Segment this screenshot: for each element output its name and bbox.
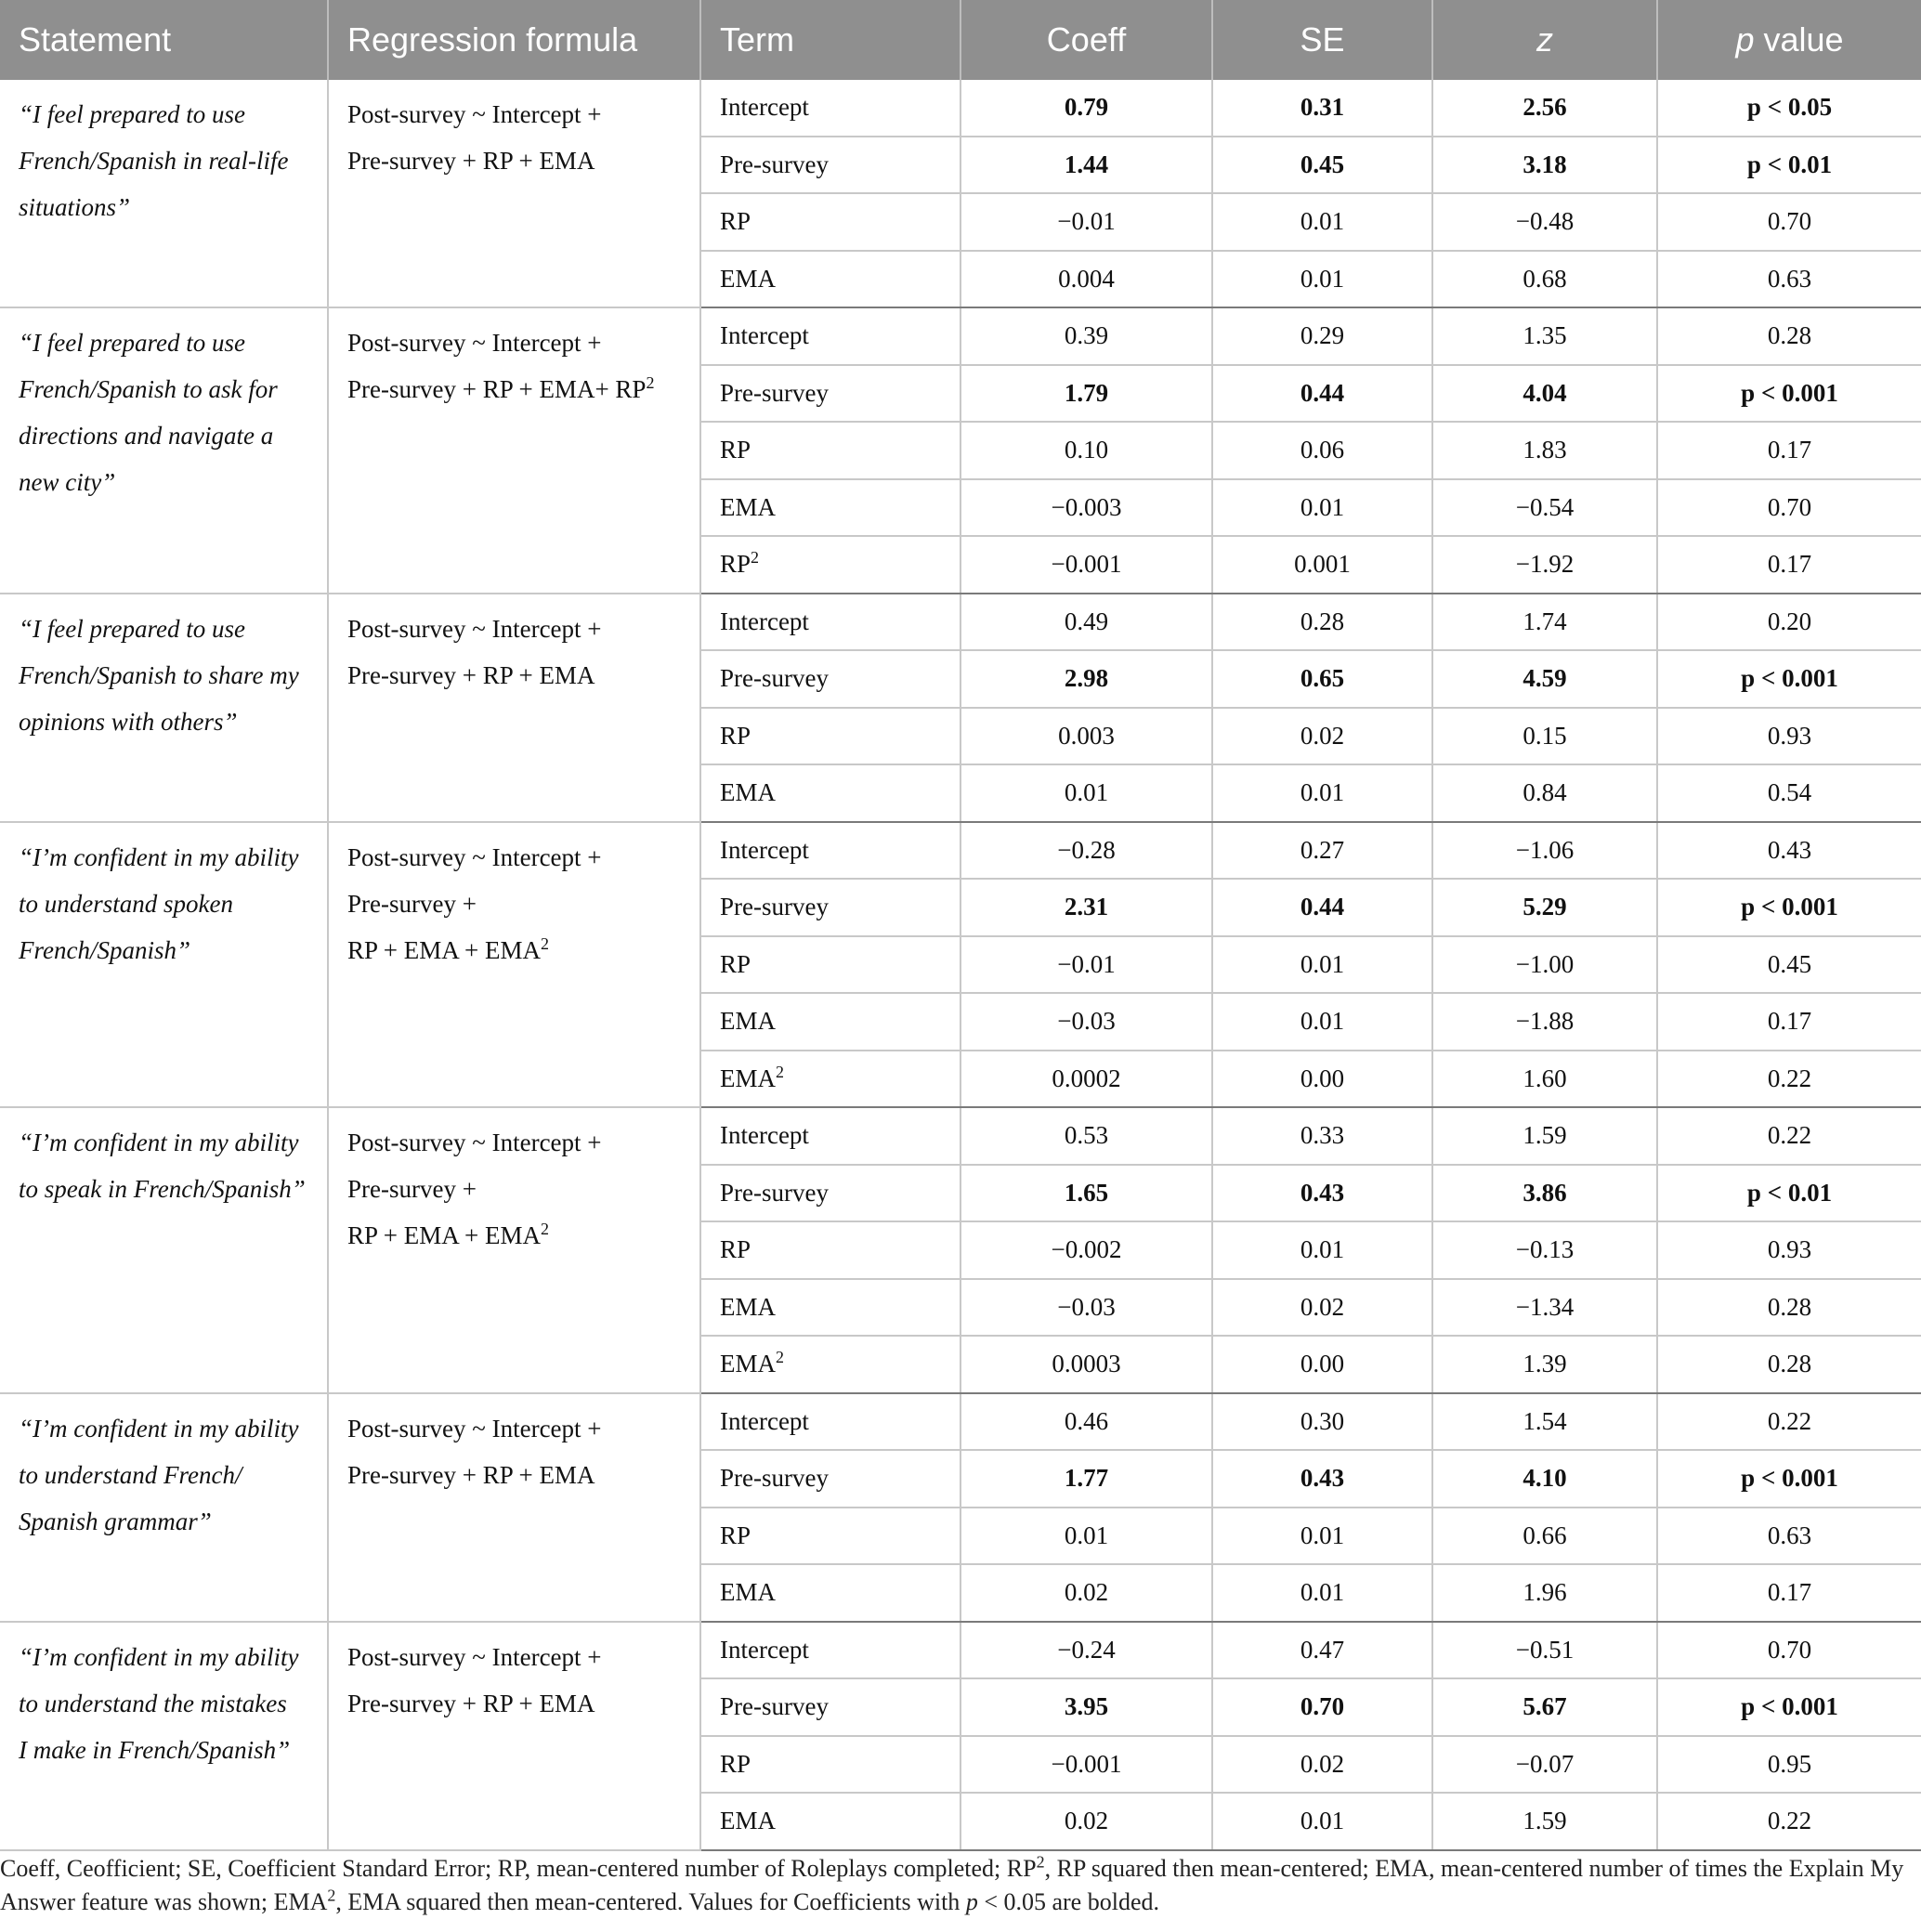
term-text: RP [720,1749,751,1778]
formula-superscript: 2 [540,933,549,953]
p-cell: 0.93 [1657,1221,1921,1279]
table-row [0,1622,1921,1679]
formula-cell [328,1107,700,1393]
header-p-italic: p [1735,20,1755,59]
z-cell: 1.96 [1432,1564,1657,1622]
term-cell [700,1051,960,1108]
coeff-cell: 0.53 [960,1107,1212,1165]
z-cell: 2.56 [1432,80,1657,137]
term-text: RP [720,207,751,236]
formula-line [347,1212,688,1259]
coeff-cell: 0.003 [960,708,1212,765]
formula-line [347,320,688,366]
p-cell: 0.28 [1657,307,1921,365]
z-cell: 1.35 [1432,307,1657,365]
z-cell: 1.54 [1432,1393,1657,1451]
term-cell [700,193,960,251]
table-row [0,1107,1921,1165]
coeff-cell: −0.01 [960,936,1212,994]
p-cell: p < 0.01 [1657,137,1921,194]
term-text: Pre-survey [720,150,829,178]
p-cell: 0.22 [1657,1107,1921,1165]
term-cell [700,708,960,765]
coeff-cell: 0.01 [960,1508,1212,1565]
term-cell [700,1279,960,1337]
term-cell [700,879,960,936]
se-cell: 0.29 [1212,307,1432,365]
footnote-text: , RP squared then mean-centered; EMA, mean-centered number of times the Explain My Answer feature was shown; EMA [0,1855,1904,1915]
p-cell: p < 0.05 [1657,80,1921,137]
se-cell: 0.65 [1212,650,1432,708]
header-se: SE [1212,0,1432,80]
coeff-cell: 3.95 [960,1678,1212,1736]
coeff-cell: −0.03 [960,993,1212,1051]
footnote-superscript: 2 [1036,1852,1045,1872]
p-cell: p < 0.001 [1657,650,1921,708]
coeff-cell: 0.0003 [960,1336,1212,1393]
table-row [0,822,1921,880]
term-text: Pre-survey [720,1178,829,1207]
term-cell [700,1165,960,1222]
statement-line: French/Spanish in real-life [19,147,289,175]
term-text: RP [720,949,751,978]
formula-cell [328,594,700,822]
term-cell [700,1678,960,1736]
term-text: RP [720,721,751,750]
term-text: Pre-survey [720,1692,829,1721]
coeff-cell: 0.39 [960,307,1212,365]
se-cell: 0.00 [1212,1051,1432,1108]
header-p-value [1657,0,1921,80]
p-cell: 0.20 [1657,594,1921,651]
term-text: EMA [720,1350,776,1378]
se-cell: 0.01 [1212,251,1432,308]
term-cell [700,1393,960,1451]
formula-text: Pre-survey + RP + EMA [347,660,595,689]
p-cell: 0.22 [1657,1051,1921,1108]
header-coeff: Coeff [960,0,1212,80]
statement-cell [0,307,328,594]
se-cell: 0.27 [1212,822,1432,880]
z-cell: 4.10 [1432,1450,1657,1508]
coeff-cell: 0.46 [960,1393,1212,1451]
formula-line [347,1634,688,1680]
header-p-rest: value [1754,20,1844,59]
se-cell: 0.00 [1212,1336,1432,1393]
coeff-cell: 2.31 [960,879,1212,936]
header-z-text: z [1536,20,1553,59]
coeff-cell: 0.02 [960,1793,1212,1850]
statement-line: French/Spanish to ask for [19,375,278,403]
se-cell: 0.01 [1212,764,1432,822]
coeff-cell: −0.24 [960,1622,1212,1679]
term-text: Pre-survey [720,664,829,693]
coeff-cell: −0.001 [960,536,1212,594]
statement-line: new city” [19,468,116,496]
header-formula: Regression formula [328,0,700,80]
p-cell: 0.28 [1657,1336,1921,1393]
term-superscript: 2 [776,1062,784,1081]
se-cell: 0.33 [1212,1107,1432,1165]
footnote-text: Coeff, Ceofficient; SE, Coefficient Standard Error; RP, mean-centered number of Roleplays completed; RP [0,1855,1037,1882]
se-cell: 0.28 [1212,594,1432,651]
term-text: EMA [720,1064,776,1092]
formula-cell [328,80,700,307]
se-cell: 0.01 [1212,193,1432,251]
term-cell [700,936,960,994]
p-cell: 0.45 [1657,936,1921,994]
statement-line: to understand French/ [19,1460,242,1489]
se-cell: 0.02 [1212,1279,1432,1337]
term-text: Pre-survey [720,893,829,921]
coeff-cell: 0.79 [960,80,1212,137]
coeff-cell: 1.44 [960,137,1212,194]
se-cell: 0.47 [1212,1622,1432,1679]
z-cell: 3.18 [1432,137,1657,194]
se-cell: 0.01 [1212,1564,1432,1622]
statement-line: “I’m confident in my ability [19,1129,299,1156]
term-text: EMA [720,1292,776,1321]
se-cell: 0.01 [1212,1793,1432,1850]
header-statement: Statement [0,0,328,80]
z-cell: −0.48 [1432,193,1657,251]
statement-line: “I’m confident in my ability [19,842,299,871]
formula-line [347,927,688,973]
table-row [0,1393,1921,1451]
p-cell: 0.43 [1657,822,1921,880]
p-cell: 0.70 [1657,1622,1921,1679]
coeff-cell: −0.01 [960,193,1212,251]
statement-line: “I’m confident in my ability [19,1414,299,1442]
statement-line: to understand spoken [19,889,233,918]
statement-line: to understand the mistakes [19,1689,287,1717]
p-cell: 0.54 [1657,764,1921,822]
term-cell [700,993,960,1051]
term-text: Intercept [720,607,809,635]
z-cell: −0.54 [1432,479,1657,537]
se-cell: 0.43 [1212,1450,1432,1508]
coeff-cell: −0.002 [960,1221,1212,1279]
z-cell: 0.15 [1432,708,1657,765]
term-text: EMA [720,1007,776,1036]
p-cell: 0.93 [1657,708,1921,765]
z-cell: −1.06 [1432,822,1657,880]
z-cell: −0.07 [1432,1736,1657,1794]
z-cell: 0.66 [1432,1508,1657,1565]
p-cell: 0.22 [1657,1793,1921,1850]
term-text: RP [720,1235,751,1264]
se-cell: 0.001 [1212,536,1432,594]
term-superscript: 2 [776,1348,784,1367]
z-cell: −1.00 [1432,936,1657,994]
statement-cell [0,1107,328,1393]
formula-line [347,652,688,698]
z-cell: 1.83 [1432,422,1657,479]
z-cell: 5.29 [1432,879,1657,936]
statement-line: opinions with others” [19,707,238,736]
term-text: EMA [720,1578,776,1607]
z-cell: −0.51 [1432,1622,1657,1679]
coeff-cell: 0.10 [960,422,1212,479]
p-cell: 0.17 [1657,422,1921,479]
term-cell [700,594,960,651]
coeff-cell: 1.65 [960,1165,1212,1222]
term-text: RP [720,436,751,464]
statement-line: French/Spanish to share my [19,660,299,689]
term-cell [700,479,960,537]
term-text: Intercept [720,835,809,864]
coeff-cell: 0.0002 [960,1051,1212,1108]
term-cell [700,307,960,365]
statement-line: “I’m confident in my ability [19,1642,299,1671]
term-cell [700,422,960,479]
formula-text: Pre-survey + RP + EMA+ RP [347,375,647,403]
statement-line: “I feel prepared to use [19,100,245,128]
footnote-superscript: 2 [327,1886,336,1905]
term-cell [700,1336,960,1393]
se-cell: 0.01 [1212,993,1432,1051]
p-cell: 0.28 [1657,1279,1921,1337]
formula-text: RP + EMA + EMA [347,1221,541,1249]
term-text: RP [720,550,751,579]
term-cell [700,1508,960,1565]
formula-text: Pre-survey + RP + EMA [347,147,595,175]
coeff-cell: −0.28 [960,822,1212,880]
statement-line: to speak in French/Spanish” [19,1175,306,1203]
table-row [0,307,1921,365]
statement-line: situations” [19,193,131,221]
p-cell: 0.17 [1657,993,1921,1051]
se-cell: 0.30 [1212,1393,1432,1451]
formula-cell [328,1622,700,1850]
term-text: Intercept [720,1406,809,1435]
coeff-cell: 0.004 [960,251,1212,308]
statement-line: I make in French/Spanish” [19,1735,291,1764]
p-cell: p < 0.001 [1657,1678,1921,1736]
formula-text: Post-survey ~ Intercept + [347,1414,602,1442]
z-cell: 1.74 [1432,594,1657,651]
term-text: EMA [720,778,776,807]
term-text: EMA [720,264,776,293]
formula-superscript: 2 [540,1220,549,1238]
footnote-text: p [965,1888,978,1915]
statement-cell [0,1622,328,1850]
footnote-text: , EMA squared then mean-centered. Values for Coefficients with [335,1888,966,1915]
z-cell: −1.34 [1432,1279,1657,1337]
formula-cell [328,1393,700,1622]
term-text: Intercept [720,1121,809,1150]
formula-text: Post-survey ~ Intercept + [347,329,602,357]
coeff-cell: −0.001 [960,1736,1212,1794]
term-text: Intercept [720,1635,809,1664]
coeff-cell: 0.49 [960,594,1212,651]
coeff-cell: 1.77 [960,1450,1212,1508]
z-cell: 0.68 [1432,251,1657,308]
term-cell [700,137,960,194]
se-cell: 0.31 [1212,80,1432,137]
statement-line: “I feel prepared to use [19,329,245,357]
statement-line: Spanish grammar” [19,1507,212,1535]
formula-line [347,1166,688,1212]
z-cell: −1.88 [1432,993,1657,1051]
term-text: RP [720,1521,751,1549]
p-cell: 0.63 [1657,1508,1921,1565]
term-cell [700,764,960,822]
term-cell [700,1622,960,1679]
z-cell: 1.59 [1432,1107,1657,1165]
p-cell: p < 0.01 [1657,1165,1921,1222]
coeff-cell: −0.003 [960,479,1212,537]
term-superscript: 2 [751,548,760,568]
z-cell: 1.60 [1432,1051,1657,1108]
se-cell: 0.06 [1212,422,1432,479]
term-cell [700,365,960,423]
term-text: Intercept [720,93,809,122]
footnote-text: < 0.05 are bolded. [977,1888,1159,1915]
term-cell [700,1793,960,1850]
term-text: Pre-survey [720,378,829,407]
p-cell: 0.63 [1657,251,1921,308]
p-cell: p < 0.001 [1657,879,1921,936]
p-cell: 0.70 [1657,193,1921,251]
se-cell: 0.01 [1212,479,1432,537]
se-cell: 0.02 [1212,1736,1432,1794]
term-text: Pre-survey [720,1464,829,1493]
formula-text: Post-survey ~ Intercept + [347,1129,602,1156]
term-cell [700,650,960,708]
term-text: EMA [720,1807,776,1835]
p-cell: 0.17 [1657,1564,1921,1622]
statement-cell [0,80,328,307]
formula-line [347,137,688,184]
header-z [1432,0,1657,80]
z-cell: 0.84 [1432,764,1657,822]
term-cell [700,1736,960,1794]
term-cell [700,80,960,137]
z-cell: 3.86 [1432,1165,1657,1222]
formula-superscript: 2 [646,373,655,392]
coeff-cell: 0.02 [960,1564,1212,1622]
term-cell [700,1450,960,1508]
term-cell [700,822,960,880]
formula-text: Pre-survey + [347,1175,477,1203]
formula-text: Post-survey ~ Intercept + [347,100,602,128]
term-cell [700,1107,960,1165]
formula-line [347,881,688,927]
statement-cell [0,594,328,822]
term-text: Intercept [720,321,809,350]
formula-text: Pre-survey + RP + EMA [347,1460,595,1489]
p-cell: p < 0.001 [1657,1450,1921,1508]
z-cell: 1.59 [1432,1793,1657,1850]
formula-line [347,834,688,881]
formula-text: Pre-survey + RP + EMA [347,1689,595,1717]
formula-line [347,1119,688,1166]
formula-text: Post-survey ~ Intercept + [347,614,602,643]
p-cell: p < 0.001 [1657,365,1921,423]
header-term: Term [700,0,960,80]
p-cell: 0.95 [1657,1736,1921,1794]
coeff-cell: 1.79 [960,365,1212,423]
p-cell: 0.70 [1657,479,1921,537]
table-footnote [0,1852,1921,1919]
header-row [0,0,1921,80]
formula-line [347,366,688,412]
formula-line [347,1405,688,1452]
formula-text: Pre-survey + [347,889,477,918]
z-cell: 4.59 [1432,650,1657,708]
z-cell: −1.92 [1432,536,1657,594]
formula-line [347,1452,688,1498]
statement-cell [0,1393,328,1622]
formula-text: Post-survey ~ Intercept + [347,842,602,871]
table-row [0,594,1921,651]
se-cell: 0.02 [1212,708,1432,765]
se-cell: 0.44 [1212,879,1432,936]
coeff-cell: −0.03 [960,1279,1212,1337]
z-cell: −0.13 [1432,1221,1657,1279]
formula-line [347,1680,688,1727]
z-cell: 5.67 [1432,1678,1657,1736]
statement-line: French/Spanish” [19,935,190,964]
statement-cell [0,822,328,1108]
se-cell: 0.44 [1212,365,1432,423]
z-cell: 1.39 [1432,1336,1657,1393]
formula-line [347,606,688,652]
table-row [0,80,1921,137]
formula-cell [328,307,700,594]
term-cell [700,536,960,594]
formula-text: RP + EMA + EMA [347,935,541,964]
statement-line: “I feel prepared to use [19,614,245,643]
formula-text: Post-survey ~ Intercept + [347,1642,602,1671]
se-cell: 0.01 [1212,936,1432,994]
term-cell [700,1221,960,1279]
se-cell: 0.01 [1212,1508,1432,1565]
term-text: EMA [720,492,776,521]
term-cell [700,1564,960,1622]
se-cell: 0.01 [1212,1221,1432,1279]
formula-cell [328,822,700,1108]
z-cell: 4.04 [1432,365,1657,423]
formula-line [347,91,688,137]
se-cell: 0.43 [1212,1165,1432,1222]
p-cell: 0.22 [1657,1393,1921,1451]
se-cell: 0.45 [1212,137,1432,194]
statement-line: directions and navigate a [19,422,274,450]
se-cell: 0.70 [1212,1678,1432,1736]
table-body [0,80,1921,1850]
term-cell [700,251,960,308]
p-cell: 0.17 [1657,536,1921,594]
coeff-cell: 0.01 [960,764,1212,822]
coeff-cell: 2.98 [960,650,1212,708]
